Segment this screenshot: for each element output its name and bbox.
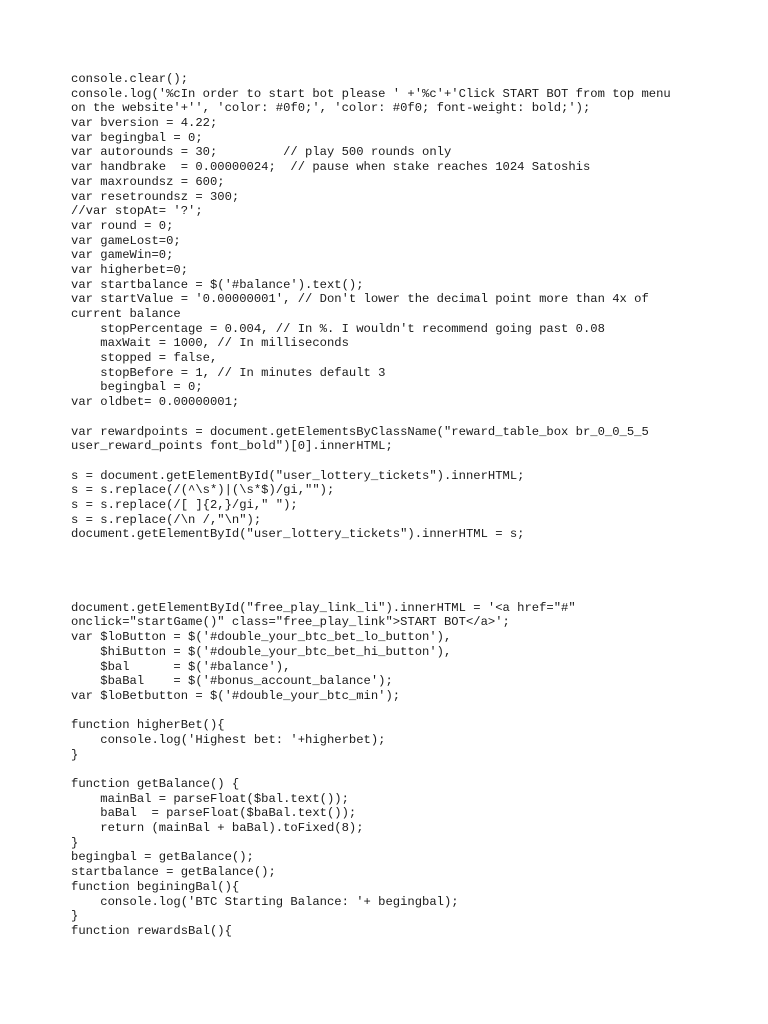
code-line: on the website'+'', 'color: #0f0;', 'color: #0f0; font-weight: bold;'); [71,101,591,116]
code-line: var rewardpoints = document.getElementsByClassName("reward_table_box br_0_0_5_5 [71,424,649,439]
code-line: var handbrake = 0.00000024; // pause when stake reaches 1024 Satoshis [71,160,591,175]
code-line: function higherBet(){ [71,718,225,733]
code-line: function beginingBal(){ [71,879,240,894]
code-line: var gameLost=0; [71,233,181,248]
code-line: var bversion = 4.22; [71,116,218,131]
code-line: maxWait = 1000, // In milliseconds [71,336,349,351]
code-line: } [71,747,79,762]
code-line: var startValue = '0.00000001', // Don't lower the decimal point more than 4x of [71,292,649,307]
code-line: } [71,835,79,850]
code-line: s = s.replace(/(^\s*)|(\s*$)/gi,""); [71,483,335,498]
code-line: onclick="startGame()" class="free_play_link">START BOT</a>'; [71,615,510,630]
code-line: var startbalance = $('#balance').text(); [71,277,364,292]
code-line: var maxroundsz = 600; [71,174,225,189]
code-line: //var stopAt= '?'; [71,204,203,219]
code-line: return (mainBal + baBal).toFixed(8); [71,821,364,836]
code-line [71,557,711,572]
code-line: var oldbet= 0.00000001; [71,395,240,410]
code-line [71,586,711,601]
code-line: startbalance = getBalance(); [71,865,276,880]
code-line: user_reward_points font_bold")[0].innerHTML; [71,439,393,454]
code-line: $hiButton = $('#double_your_btc_bet_hi_button'), [71,644,452,659]
code-line: function rewardsBal(){ [71,923,232,938]
code-line: stopped = false, [71,351,218,366]
code-line: } [71,909,79,924]
code-line: var $loButton = $('#double_your_btc_bet_lo_button'), [71,630,452,645]
code-line: var gameWin=0; [71,248,174,263]
code-line: document.getElementById("user_lottery_tickets").innerHTML = s; [71,527,525,542]
code-line: s = document.getElementById("user_lottery_tickets").innerHTML; [71,468,525,483]
code-line: $baBal = $('#bonus_account_balance'); [71,674,393,689]
code-line: var higherbet=0; [71,262,189,277]
code-line: stopPercentage = 0.004, // In %. I wouldn't recommend going past 0.08 [71,321,605,336]
code-line [71,571,711,586]
code-line: begingbal = getBalance(); [71,850,254,865]
code-line: var resetroundsz = 300; [71,189,240,204]
code-line: console.log('Highest bet: '+higherbet); [71,732,386,747]
code-line: console.log('BTC Starting Balance: '+ begingbal); [71,894,459,909]
code-line: console.log('%cIn order to start bot please ' +'%c'+'Click START BOT from top menu [71,86,671,101]
code-line: s = s.replace(/\n /,"\n"); [71,512,262,527]
code-line: var autorounds = 30; // play 500 rounds only [71,145,452,160]
code-line: s = s.replace(/[ ]{2,}/gi," "); [71,497,298,512]
code-line: document.getElementById("free_play_link_li").innerHTML = '<a href="#" [71,600,576,615]
code-line: $bal = $('#balance'), [71,659,291,674]
code-listing [71,72,711,939]
code-line: console.clear(); [71,72,189,86]
code-line [71,454,711,469]
code-line [71,410,711,425]
code-line: mainBal = parseFloat($bal.text()); [71,791,349,806]
code-line [71,542,711,557]
code-line [71,704,711,719]
code-line: current balance [71,307,181,321]
code-line: baBal = parseFloat($baBal.text()); [71,806,357,821]
code-line: stopBefore = 1, // In minutes default 3 [71,365,386,380]
code-line [71,762,711,777]
code-line: begingbal = 0; [71,380,203,395]
code-line: var $loBetbutton = $('#double_your_btc_min'); [71,688,401,703]
code-line: var round = 0; [71,218,174,233]
code-line: var begingbal = 0; [71,130,203,145]
code-line: function getBalance() { [71,777,240,791]
